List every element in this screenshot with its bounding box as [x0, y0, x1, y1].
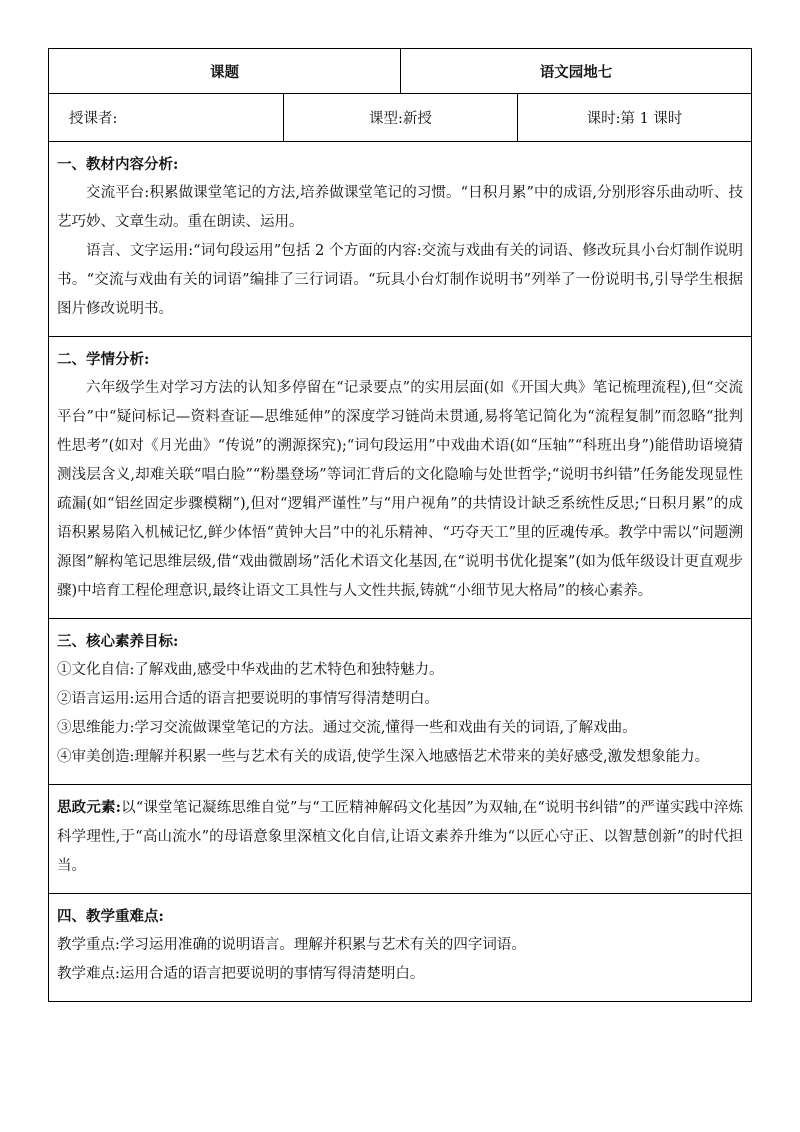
paragraph: 六年级学生对学习方法的认知多停留在“记录要点”的实用层面(如《开国大典》笔记梳理流程),但“交流平台”中“疑问标记—资料查证—思维延伸”的深度学习链尚未贯通,易将笔记简化为“流程复制”而忽略“批判性思考”(如对《月光曲》“传说”的溯源探究);“词句段运用”中戏曲术语(如“压轴”“科班出身”)能借助语境猜测浅层含义,却难关联“唱白脸”“粉墨登场”等词汇背后的文化隐喻与处世哲学;“说明书纠错”任务能发现显性疏漏(如“铝丝固定步骤模糊”),但对“逻辑严谨性”与“用户视角”的共情设计缺乏系统性反思;“日积月累”的成语积累易陷入机械记忆,鲜少体悟“黄钟大吕”中的礼乐精神、“巧夺天工”里的匠魂传承。教学中需以“问题溯源图”解构笔记思维层级,借“戏曲微剧场”活化术语文化基因,在“说明书优化提案”(如为低年级设计更直观步骤)中培育工程伦理意识,最终让语文工具性与人文性共振,铸就“小细节见大格局”的核心素养。 [57, 380, 743, 599]
ideology-label: 思政元素: [57, 799, 121, 816]
teacher-cell [49, 94, 283, 141]
section-heading: 三、核心素养目标: [57, 633, 179, 650]
topic-value-cell [400, 49, 751, 93]
teacher-label: 授课者: [69, 111, 118, 127]
meta-row [49, 93, 751, 141]
topic-value: 语文园地七 [539, 63, 613, 81]
ideology-text: 以“课堂笔记凝练思维自觉”与“工匠精神解码文化基因”为双轴,在“说明书纠错”的严谨实践中淬炼科学理性,于“高山流水”的母语意象里深植文化自信,让语文素养升维为“以匠心守正、以智慧创新”的时代担当。 [57, 800, 743, 874]
topic-label-cell [49, 49, 400, 93]
student-analysis-section [49, 336, 751, 618]
title-row [49, 48, 751, 93]
ideology-section [49, 784, 751, 893]
periods-cell [517, 94, 751, 141]
list-item: ③思维能力:学习交流做课堂笔记的方法。通过交流,懂得一些和戏曲有关的词语,了解戏曲。 [57, 720, 637, 736]
list-item: ②语言运用:运用合适的语言把要说明的事情写得清楚明白。 [57, 691, 439, 707]
teaching-focus: 教学重点:学习运用准确的说明语言。理解并积累与艺术有关的四字词语。 [57, 937, 526, 953]
list-item: ①文化自信:了解戏曲,感受中华戏曲的艺术特色和独特魅力。 [57, 662, 444, 678]
teaching-difficulty: 教学难点:运用合适的语言把要说明的事情写得清楚明白。 [57, 966, 425, 982]
ideology-paragraph [57, 793, 743, 881]
list-item: ④审美创造:理解并积累一些与艺术有关的成语,使学生深入地感悟艺术带来的美好感受,激发想象能力。 [57, 749, 710, 765]
lesson-type: 课型:新授 [369, 111, 432, 127]
paragraph: 交流平台:积累做课堂笔记的方法,培养做课堂笔记的习惯。“日积月累”中的成语,分别形容乐曲动听、技艺巧妙、文章生动。重在朗读、运用。 [57, 185, 743, 230]
lesson-periods: 课时:第 1 课时 [586, 111, 683, 127]
section-heading: 四、教学重难点: [57, 908, 164, 925]
section-heading: 一、教材内容分析: [57, 156, 179, 173]
key-points-section [49, 893, 751, 1002]
section-heading: 二、学情分析: [57, 351, 150, 368]
textbook-analysis-section [49, 141, 751, 336]
core-literacy-section [49, 618, 751, 784]
topic-label: 课题 [210, 63, 239, 81]
paragraph: 语言、文字运用:“词句段运用”包括 2 个方面的内容:交流与戏曲有关的词语、修改玩具小台灯制作说明书。“交流与戏曲有关的词语”编排了三行词语。“玩具小台灯制作说明书”列举了一份说明书,引导学生根据图片修改说明书。 [57, 243, 743, 317]
lesson-plan-table [48, 48, 752, 1002]
lesson-type-cell [283, 94, 517, 141]
